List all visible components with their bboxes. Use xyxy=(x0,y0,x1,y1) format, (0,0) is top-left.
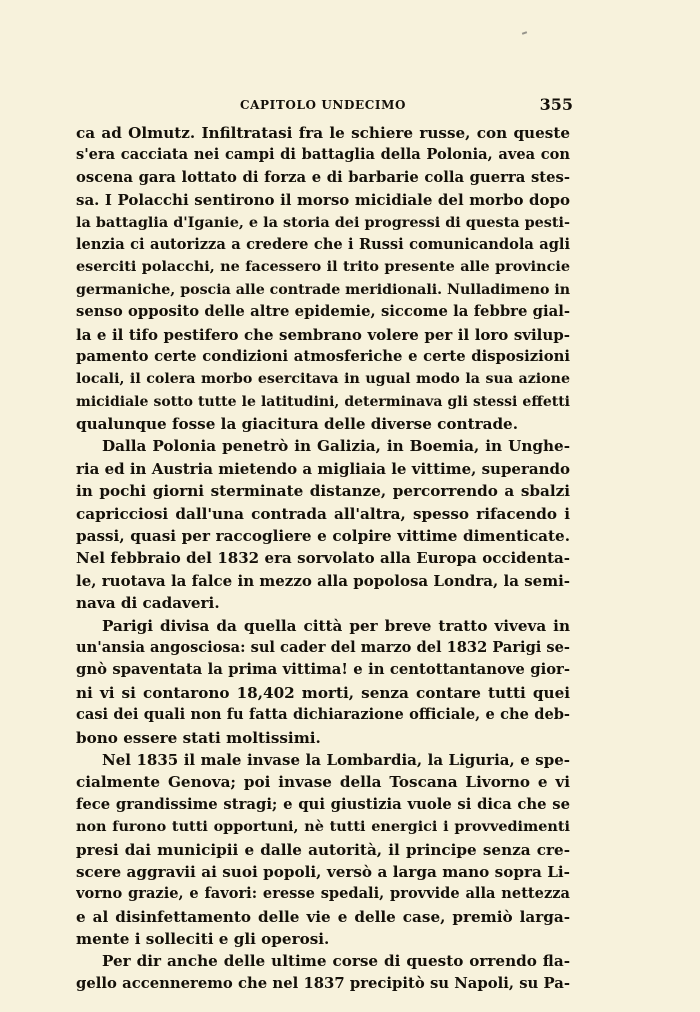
text-line: Nel 1835 il male invase la Lombardia, la Liguria, e spe- xyxy=(102,750,570,769)
text-line: eserciti polacchi, ne facessero il trito presente alle provincie xyxy=(76,258,570,276)
text-line: gello accenneremo che nel 1837 precipitò su Napoli, su Pa- xyxy=(76,974,570,992)
text-line: le, ruotava la falce in mezzo alla popolosa Londra, la semi- xyxy=(76,571,570,590)
text-line: Per dir anche delle ultime corse di questo orrendo fla- xyxy=(102,952,570,971)
text-line: sa. I Polacchi sentirono il morso micidiale del morbo dopo xyxy=(76,191,570,210)
text-line: in pochi giorni sterminate distanze, percorrendo a sbalzi xyxy=(76,482,570,501)
text-line: la battaglia d'Iganie, e la storia dei progressi di questa pesti- xyxy=(76,213,570,231)
text-line: Nel febbraio del 1832 era sorvolato alla Europa occidenta- xyxy=(76,549,570,568)
text-line: germaniche, poscia alle contrade meridionali. Nulladimeno in xyxy=(76,281,570,298)
text-line: Dalla Polonia penetrò in Galizia, in Boemia, in Unghe- xyxy=(102,437,570,456)
text-line: nava di cadaveri. xyxy=(76,594,220,613)
running-title: CAPITOLO UNDECIMO xyxy=(240,98,407,112)
text-line: un'ansia angosciosa: sul cader del marzo del 1832 Parigi se- xyxy=(76,638,570,656)
text-line: fece grandissime stragi; e qui giustizia vuole si dica che se xyxy=(76,795,570,813)
text-line: e al disinfettamento delle vie e delle case, premiò larga- xyxy=(76,907,570,926)
body-text xyxy=(76,122,570,995)
text-line: mente i solleciti e gli operosi. xyxy=(76,930,330,949)
page-header xyxy=(72,95,573,116)
text-line: gnò spaventata la prima vittima! e in centottantanove gior- xyxy=(76,661,570,679)
text-line: lenzia ci autorizza a credere che i Russi comunicandola agli xyxy=(76,235,570,253)
text-line: vorno grazie, e favori: eresse spedali, provvide alla nettezza xyxy=(76,885,570,903)
text-line: Parigi divisa da quella città per breve tratto viveva in xyxy=(102,616,570,635)
text-line: passi, quasi per raccogliere e colpire vittime dimenticate. xyxy=(76,527,570,546)
text-line: casi dei quali non fu fatta dichiarazione officiale, e che deb- xyxy=(76,706,570,724)
text-line: qualunque fosse la giacitura delle diverse contrade. xyxy=(76,415,519,434)
text-line: oscena gara lottato di forza e di barbarie colla guerra stes- xyxy=(76,168,570,186)
page-number: 355 xyxy=(539,95,573,114)
text-line: presi dai municipii e dalle autorità, il principe senza cre- xyxy=(76,840,570,859)
text-line: locali, il colera morbo esercitava in ugual modo la sua azione xyxy=(76,371,570,388)
text-line: senso opposito delle altre epidemie, siccome la febbre gial- xyxy=(76,303,570,321)
text-line: s'era cacciata nei campi di battaglia della Polonia, avea con xyxy=(76,146,570,164)
text-line: micidiale sotto tutte le latitudini, determinava gli stessi effetti xyxy=(76,393,570,410)
text-line: ria ed in Austria mietendo a migliaia le vittime, superando xyxy=(76,459,570,478)
text-line: cialmente Genova; poi invase della Toscana Livorno e vi xyxy=(76,773,570,792)
text-line: ca ad Olmutz. Infiltratasi fra le schiere russe, con queste xyxy=(76,124,570,142)
text-line: la e il tifo pestifero che sembrano volere per il loro svilup- xyxy=(76,325,570,344)
text-line: capricciosi dall'una contrada all'altra, spesso rifacendo i xyxy=(76,504,570,523)
text-line: non furono tutti opportuni, nè tutti energici i provvedimenti xyxy=(76,818,570,836)
ink-speck xyxy=(522,31,527,35)
text-line: scere aggravii ai suoi popoli, versò a larga mano sopra Li- xyxy=(76,862,570,881)
text-line: pamento certe condizioni atmosferiche e certe disposizioni xyxy=(76,347,570,365)
text-line: ni vi si contarono 18,402 morti, senza contare tutti quei xyxy=(76,683,570,702)
text-line: bono essere stati moltissimi. xyxy=(76,728,321,747)
